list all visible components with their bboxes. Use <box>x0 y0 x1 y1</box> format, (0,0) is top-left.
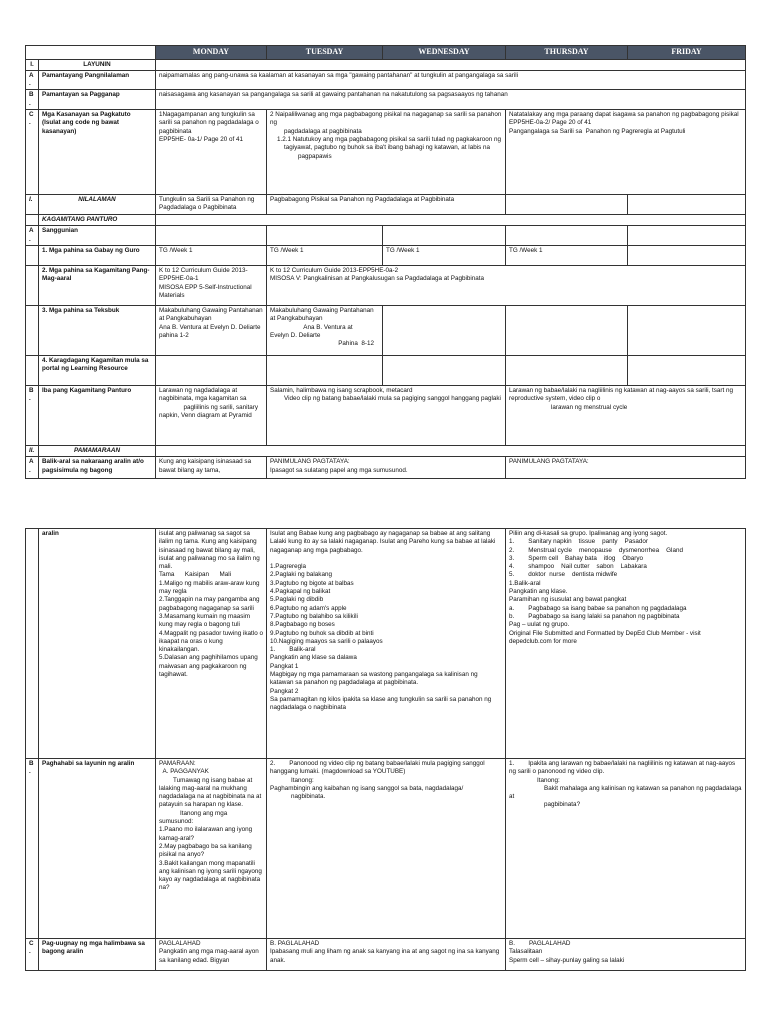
layunin-heading: LAYUNIN <box>39 59 156 70</box>
day-header-thursday: THURSDAY <box>506 46 628 60</box>
iba-pang-monday: Larawan ng nagdadalaga at nagbibinata, mga kagamitan sa pagliilinis ng sarili, sanitary napkin, Venn diagram at Pyramid <box>156 385 267 445</box>
aralin-tuesday: Isulat ang Babae kung ang pagbabago ay nagaganap sa babae at ang salitang Lalaki kung ito ay sa lalaki nagaganap. Isulat ang Pareho kung sa babae at lalaki nagaganap ang mga pagbabago. 1.Pagreregla 2.Paglaki ng balakang 3.Pagtubo ng bigote at balbas 4.Pagkapal ng balikat 5.Paglaki ng dibdib 6.Pagtubo ng adam's apple 7.Pagtubo ng balahibo sa kilikili 8.Pagbabago ng boses 9.Pagtubo ng buhok sa dibdib at binti 10.Nagiging maayos sa sarili o palaayos 1. Balik-aral Pangkatin ang klase sa dalawa Pangkat 1 Magbigay ng mga pamamaraan sa wastong pangangalaga sa kalinisan ng katawan sa panahon ng pagdadalaga at pagbibinata. Pangkat 2 Sa pamamagitan ng kilos ipakita sa klase ang tungkulin sa sarili sa panahon ng nagdadalaga o nagbibinata <box>267 529 506 759</box>
teksbuk-friday <box>628 305 746 355</box>
nilalaman-row <box>26 195 746 215</box>
sanggunian-label: Sanggunian <box>39 226 156 246</box>
kagamitang-panturo-label: KAGAMITANG PANTURO <box>39 215 156 226</box>
teksbuk-wednesday <box>383 305 506 355</box>
pamamaraan-num: II. <box>26 445 39 456</box>
pag-uugnay-tuesday: B. PAGLALAHAD Ipabasang muli ang liham ng anak sa kanyang ina at ang sagot ng ina sa kanyang anak. <box>267 939 506 971</box>
row-letter-c: C. <box>26 110 39 195</box>
teksbuk-blank <box>26 305 39 355</box>
paghahabi-label: Paghahabi sa layunin ng aralin <box>39 759 156 939</box>
karagdagang-tuesday <box>267 355 383 385</box>
nilalaman-thursday <box>506 195 628 215</box>
iba-pang-thursday: Larawan ng babae/lalaki na nagliilinis ng katawan at nag-aayos sa sarili, tsart ng reproductive system, video clip o larawan ng menstrual cycle <box>506 385 746 445</box>
sanggunian-row <box>26 226 746 246</box>
sanggunian-mon <box>156 226 267 246</box>
gabay-guro-label: 1. Mga pahina sa Gabay ng Guro <box>39 245 156 265</box>
kagamitang-mag-aaral-tuesday: K to 12 Curriculum Guide 2013-EPP5HE-0a-2 MISOSA V: Pangkalinisan at Pangkalusugan sa Pagdadalaga at Pagbibinata <box>267 265 746 305</box>
gabay-guro-wednesday: TG /Week 1 <box>383 245 506 265</box>
kagamitang-mag-aaral-row <box>26 265 746 305</box>
lesson-plan-table-bottom <box>25 528 746 971</box>
pamantayan-pagganap-row <box>26 90 746 110</box>
sanggunian-tue <box>267 226 383 246</box>
kagamitang-mag-aaral-label: 2. Mga pahina sa Kagamitang Pang-Mag-aaral <box>39 265 156 305</box>
paghahabi-tuesday: 2. Panonood ng video clip ng batang babae/lalaki mula pagiging sanggol hanggang lumaki. (magdownload sa YOUTUBE) Itanong: Paghambingin ang kaibahan ng isang sanggol sa bata, nagdadalaga/ nagbibinata. <box>267 759 506 939</box>
kasanayan-tuesday: 2 Naipaliliwanag ang mga pagbabagong pisikal na nagaganap sa sarili sa panahon ng pagdadalaga at pagbibinata 1.2.1 Natutukoy ang mga pagbabagong pisikal sa sarili tulad ng pagkakaroon ng tagiyawat, pagtubo ng buhok sa iba't ibang bahagi ng katawan, at labis na pagpapawis <box>267 110 506 195</box>
pamantayan-pagganap-label: Pamantayan sa Pagganap <box>39 90 156 110</box>
pag-uugnay-monday: PAGLALAHAD Pangkatin ang mga mag-aaral ayon sa kanilang edad. Bigyan <box>156 939 267 971</box>
aralin-thursday: Piliin ang di-kasali sa grupo. Ipaliwanag ang iyong sagot. 1. Sanitary napkin tissue panty Pasador 2. Menstrual cycle menopause dysmenorrhea Gland 3. Sperm cell Bahay bata itlog Obaryo 4. shampoo Nail cutter sabon Labakara 5. doktor nurse dentista midwife 1.Balik-aral Pangkatin ang klase. Paramihan ng isusulat ang bawat pangkat a. Pagbabago sa isang babae sa panahon ng pagdadalaga b. Pagbabago sa isang lalaki sa panahon ng pagbibinata Pag – uulat ng grupo. Original File Submitted and Formatted by DepEd Club Member - visit depedclub.com for more <box>506 529 746 759</box>
gabay-guro-blank <box>26 245 39 265</box>
iba-pang-tuesday: Salamin, halimbawa ng isang scrapbook, metacard Video clip ng batang babae/lalaki mula sa pagiging sanggol hanggang paglaki <box>267 385 506 445</box>
teksbuk-thursday <box>506 305 628 355</box>
karagdagang-friday <box>628 355 746 385</box>
day-header-wednesday: WEDNESDAY <box>383 46 506 60</box>
kasanayan-thursday: Natatalakay ang mga paraang dapat isagawa sa panahon ng pagbabagong pisikal EPP5HE-0a-2/ Page 20 of 41 Pangangalaga sa Sarili sa Panahon ng Pagreregla at Pagtutuli <box>506 110 746 195</box>
sanggunian-wed <box>383 226 506 246</box>
karagdagang-label: 4. Karagdagang Kagamitan mula sa portal ng Learning Resource <box>39 355 156 385</box>
karagdagang-monday <box>156 355 267 385</box>
gabay-guro-friday <box>628 245 746 265</box>
kagamitang-panturo-blank <box>156 215 746 226</box>
karagdagang-thursday <box>506 355 628 385</box>
balik-aral-letter: A. <box>26 457 39 479</box>
aralin-monday: isulat ang paliwanag sa sagot sa ilalim ng tama. Kung ang kaisipang isinasaad ng bawat bilang ay mali, isulat ang paliwanag mo sa ilalim ng mali. Tama Kaisipan Mali 1.Maligo ng mabilis araw-araw kung may regla 2.Tanggapin na may pangamba ang pagbabagong nagaganap sa sarili 3.Masamang kumain ng maasim kung may regla o bagong tuli 4.Magpalit ng pasador tuwing ikatlo o ikaapat na oras o kung kinakailangan. 5.Dalasan ang paghihilamos upang maiwasan ang pagkakaroon ng tagihawat. <box>156 529 267 759</box>
layunin-row <box>26 59 746 70</box>
day-header-friday: FRIDAY <box>628 46 746 60</box>
kasanayan-monday: 1Nagagampanan ang tungkulin sa sarili sa panahon ng pagdadalaga o pagbibinata EPP5HE- 0a-1/ Page 20 of 41 <box>156 110 267 195</box>
nilalaman-label: NILALAMAN <box>39 195 156 215</box>
paghahabi-letter: B. <box>26 759 39 939</box>
kasanayan-row <box>26 110 746 195</box>
pamamaraan-row <box>26 445 746 456</box>
row-letter-b: B. <box>26 90 39 110</box>
pamamaraan-blank <box>156 445 746 456</box>
balik-aral-tuesday: PANIMULANG PAGTATAYA: Ipasagot sa sulatang papel ang mga sumusunod. <box>267 457 506 479</box>
paghahabi-row <box>26 759 746 939</box>
lesson-plan-table-top <box>25 45 746 479</box>
pamantayan-pangnilalaman-label: Pamantayang Pangnilalaman <box>39 70 156 90</box>
aralin-row <box>26 529 746 759</box>
gabay-guro-row <box>26 245 746 265</box>
pag-uugnay-label: Pag-uugnay ng mga halimbawa sa bagong aralin <box>39 939 156 971</box>
kagamitang-mag-aaral-blank <box>26 265 39 305</box>
sanggunian-fri <box>628 226 746 246</box>
kagamitang-panturo-row <box>26 215 746 226</box>
iba-pang-row <box>26 385 746 445</box>
pag-uugnay-thursday: B. PAGLALAHAD Talasalitaan Sperm cell – sihay-punlay galing sa lalaki <box>506 939 746 971</box>
pag-uugnay-row <box>26 939 746 971</box>
pag-uugnay-letter: C. <box>26 939 39 971</box>
layunin-num: I. <box>26 59 39 70</box>
day-header-row <box>26 46 746 60</box>
nilalaman-tuesday: Pagbabagong Pisikal sa Panahon ng Pagdadalaga at Pagbibinata <box>267 195 506 215</box>
karagdagang-blank <box>26 355 39 385</box>
layunin-blank <box>156 59 746 70</box>
balik-aral-label: Balik-aral sa nakaraang aralin at/o pagsisimula ng bagong <box>39 457 156 479</box>
pamantayan-pangnilalaman-row <box>26 70 746 90</box>
aralin-blank <box>26 529 39 759</box>
nilalaman-monday: Tungkulin sa Sarili sa Panahon ng Pagdadalaga o Pagbibinata <box>156 195 267 215</box>
kasanayan-label: Mga Kasanayan sa Pagkatuto (Isulat ang code ng bawat kasanayan) <box>39 110 156 195</box>
nilalaman-num: I. <box>26 195 39 215</box>
balik-aral-thursday: PANIMULANG PAGTATAYA: <box>506 457 746 479</box>
teksbuk-row <box>26 305 746 355</box>
teksbuk-tuesday: Makabuluhang Gawaing Pantahanan at Pangkabuhayan Ana B. Ventura at Evelyn D. Deliarte Pahina 8-12 <box>267 305 383 355</box>
pamantayan-pangnilalaman-text: naipamamalas ang pang-unawa sa kaalaman at kasanayan sa mga "gawaing pantahanan" at tungkulin at pangangalaga sa sarili <box>156 70 746 90</box>
sanggunian-letter: A. <box>26 226 39 246</box>
paghahabi-thursday: 1. Ipakita ang larawan ng babae/lalaki na nagliilinis ng katawan at nag-aayos ng sarili o panonood ng video clip. Itanong: Bakit mahalaga ang kalinisan ng katawan sa panahon ng pagdadalaga at pagbibinata? <box>506 759 746 939</box>
iba-pang-letter: B. <box>26 385 39 445</box>
gabay-guro-monday: TG /Week 1 <box>156 245 267 265</box>
teksbuk-label: 3. Mga pahina sa Teksbuk <box>39 305 156 355</box>
iba-pang-label: Iba pang Kagamitang Panturo <box>39 385 156 445</box>
pamantayan-pagganap-text: naisasagawa ang kasanayan sa pangangalaga sa sarili at gawaing pantahanan na nakatutulong sa pagsasaayos ng tahanan <box>156 90 746 110</box>
day-header-tuesday: TUESDAY <box>267 46 383 60</box>
teksbuk-monday: Makabuluhang Gawaing Pantahanan at Pangkabuhayan Ana B. Ventura at Evelyn D. Deliarte pahina 1-2 <box>156 305 267 355</box>
header-blank-cell <box>26 46 156 60</box>
karagdagang-row <box>26 355 746 385</box>
pamamaraan-label: PAMAMARAAN <box>39 445 156 456</box>
gabay-guro-thursday: TG /Week 1 <box>506 245 628 265</box>
kagamitang-blank <box>26 215 39 226</box>
paghahabi-monday: PAMARAAN: A. PAGGANYAK Tumawag ng isang babae at lalaking mag-aaral na mukhang nagdadalaga na at nagbibinata na at patayuin sa harapan ng klase. Itanong ang mga sumusunod: 1.Paano mo ilalarawan ang iyong kamag-aral? 2.May pagbabago ba sa kanilang pisikal na anyo? 3.Bakit kailangan mong mapanatili ang kalinisan ng iyong sarili ngayong kayo ay nagdadalaga at nagbibinata na? <box>156 759 267 939</box>
day-header-monday: MONDAY <box>156 46 267 60</box>
aralin-label: aralin <box>39 529 156 759</box>
gabay-guro-tuesday: TG /Week 1 <box>267 245 383 265</box>
row-letter-a: A. <box>26 70 39 90</box>
nilalaman-friday <box>628 195 746 215</box>
balik-aral-row <box>26 457 746 479</box>
balik-aral-monday: Kung ang kaisipang isinasaad sa bawat bilang ay tama, <box>156 457 267 479</box>
kagamitang-mag-aaral-monday: K to 12 Curriculum Guide 2013-EPP5HE-0a-1 MISOSA EPP 5-Self-Instructional Materials <box>156 265 267 305</box>
sanggunian-thu <box>506 226 628 246</box>
karagdagang-wednesday <box>383 355 506 385</box>
